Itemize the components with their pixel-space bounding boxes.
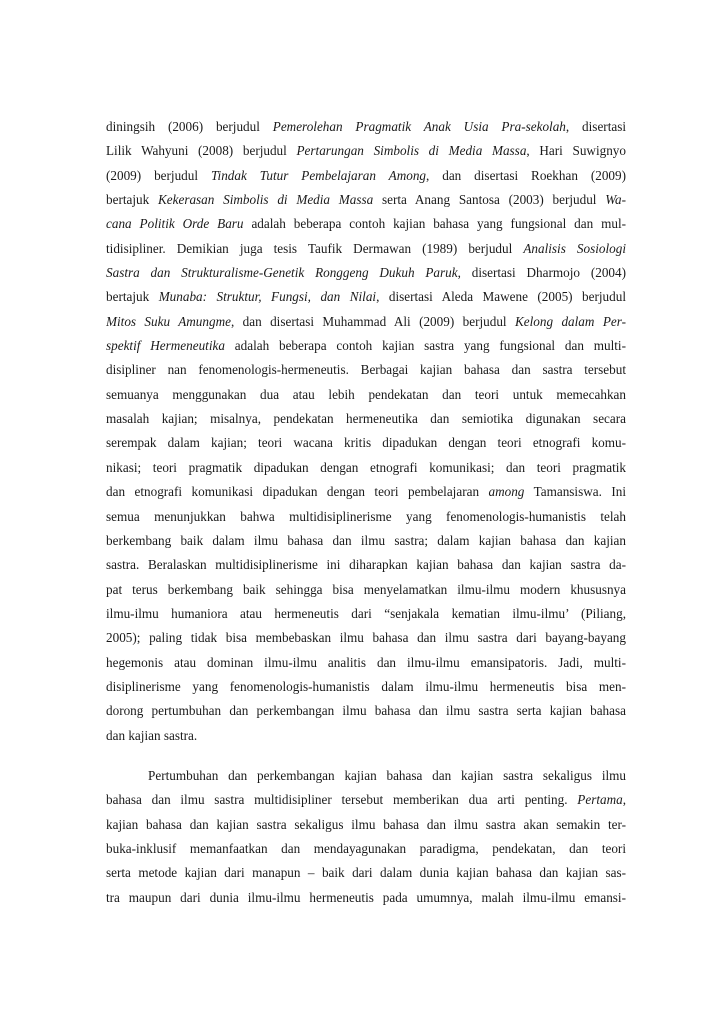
text-line bbox=[106, 115, 626, 139]
text-run: dan etnografi komunikasi dipadukan dengan teori pembelajaran bbox=[106, 484, 489, 500]
text-run: adalah beberapa contoh kajian sastra yang fungsional dan multi- bbox=[224, 338, 626, 354]
text-run: serta metode kajian dari manapun – baik dari dalam dunia kajian bahasa dan kajian sas- bbox=[106, 865, 626, 881]
italic-title: Mitos Suku Amungme bbox=[106, 313, 231, 329]
text-run: berkembang baik dalam ilmu bahasa dan ilmu sastra; dalam kajian bahasa dan kajian bbox=[106, 532, 626, 548]
italic-title: spektif Hermeneutika bbox=[106, 338, 225, 354]
text-run: , dan disertasi Muhammad Ali (2009) berjudul bbox=[230, 313, 515, 329]
text-run: ilmu-ilmu humaniora atau hermeneutis dari “senjakala kematian ilmu-ilmu’ (Piliang, bbox=[106, 605, 626, 621]
text-run: , bbox=[622, 792, 626, 808]
text-line bbox=[106, 334, 626, 358]
text-run: serempak dalam kajian; teori wacana kritis dipadukan dengan teori etnografi komu- bbox=[106, 435, 626, 451]
text-line bbox=[106, 188, 626, 212]
text-line bbox=[106, 861, 626, 885]
text-line bbox=[106, 837, 626, 861]
paragraph bbox=[106, 115, 626, 748]
italic-title: Sastra dan Strukturalisme-Genetik Ronggeng Dukuh Paruk bbox=[106, 265, 458, 281]
text-run: kajian bahasa dan kajian sastra sekaligus ilmu bahasa dan ilmu sastra akan semakin ter- bbox=[106, 816, 626, 832]
text-run: , Hari Suwignyo bbox=[526, 143, 626, 159]
italic-title: Tindak Tutur Pembelajaran Among bbox=[210, 167, 427, 183]
italic-title: Pertarungan Simbolis di Media Massa bbox=[296, 143, 527, 159]
italic-title: Analisis Sosiologi bbox=[523, 240, 626, 256]
italic-title: Pemerolehan Pragmatik Anak Usia Pra-sekolah bbox=[272, 119, 566, 134]
text-line bbox=[106, 626, 626, 650]
italic-title: among bbox=[488, 484, 525, 500]
italic-title: Wa- bbox=[605, 192, 626, 208]
text-run: dan kajian sastra. bbox=[106, 727, 198, 743]
document-page bbox=[106, 115, 626, 910]
text-run: Pertumbuhan dan perkembangan kajian bahasa dan kajian sastra sekaligus ilmu bbox=[148, 767, 626, 783]
text-run: disiplinerisme yang fenomenologis-humanistis dalam ilmu-ilmu hermeneutis bisa men- bbox=[106, 678, 626, 694]
text-run: , disertasi Dharmojo (2004) bbox=[457, 265, 626, 281]
italic-title: Kekerasan Simbolis di Media Massa bbox=[157, 192, 374, 208]
text-line bbox=[106, 383, 626, 407]
text-line bbox=[106, 553, 626, 577]
text-line bbox=[106, 310, 626, 334]
text-run: tidisipliner. Demikian juga tesis Taufik Dermawan (1989) berjudul bbox=[106, 240, 524, 256]
text-line bbox=[106, 724, 626, 748]
text-line bbox=[106, 431, 626, 455]
italic-title: Munaba: Struktur, Fungsi, dan Nilai bbox=[158, 289, 377, 305]
text-line bbox=[106, 456, 626, 480]
italic-title: cana Politik Orde Baru bbox=[106, 216, 244, 232]
text-run: diningsih (2006) berjudul bbox=[106, 119, 273, 134]
italic-title: Pertama bbox=[577, 792, 623, 808]
text-run: dorong pertumbuhan dan perkembangan ilmu bahasa dan ilmu sastra serta kajian bahasa bbox=[106, 703, 626, 719]
text-line bbox=[106, 602, 626, 626]
text-line bbox=[106, 139, 626, 163]
text-run: , dan disertasi Roekhan (2009) bbox=[426, 167, 626, 183]
text-run: serta Anang Santosa (2003) berjudul bbox=[373, 192, 606, 208]
paragraph-gap bbox=[106, 748, 626, 764]
text-run: hegemonis atau dominan ilmu-ilmu analitis dan ilmu-ilmu emansipatoris. Jadi, multi- bbox=[106, 654, 626, 670]
text-line bbox=[106, 480, 626, 504]
text-line bbox=[106, 407, 626, 431]
text-line bbox=[106, 358, 626, 382]
text-line bbox=[106, 788, 626, 812]
text-run: Lilik Wahyuni (2008) berjudul bbox=[106, 143, 297, 159]
text-run: masalah kajian; misalnya, pendekatan hermeneutika dan semiotika digunakan secara bbox=[106, 411, 626, 427]
text-line bbox=[106, 261, 626, 285]
text-run: tra maupun dari dunia ilmu-ilmu hermeneutis pada umumnya, malah ilmu-ilmu emansi- bbox=[106, 889, 626, 905]
text-line bbox=[106, 285, 626, 309]
text-line bbox=[106, 886, 626, 910]
text-run: nikasi; teori pragmatik dipadukan dengan etnografi komunikasi; dan teori pragmatik bbox=[106, 459, 626, 475]
text-line bbox=[106, 699, 626, 723]
text-line bbox=[106, 813, 626, 837]
paragraph bbox=[106, 764, 626, 910]
text-run: bertajuk bbox=[106, 192, 158, 208]
text-run: bertajuk bbox=[106, 289, 159, 305]
text-run: , disertasi Aleda Mawene (2005) berjudul bbox=[376, 289, 626, 305]
text-line bbox=[106, 651, 626, 675]
text-line bbox=[106, 764, 626, 788]
text-run: sastra. Beralaskan multidisiplinerisme ini diharapkan kajian bahasa dan kajian sastra da- bbox=[106, 557, 626, 573]
text-run: disipliner nan fenomenologis-hermeneutis. Berbagai kajian bahasa dan sastra tersebut bbox=[106, 362, 626, 378]
text-run: (2009) berjudul bbox=[106, 167, 211, 183]
text-line bbox=[106, 505, 626, 529]
text-run: semua menunjukkan bahwa multidisiplinerisme yang fenomenologis-humanistis telah bbox=[106, 508, 626, 524]
text-run: buka-inklusif memanfaatkan dan mendayagunakan paradigma, pendekatan, dan teori bbox=[106, 840, 626, 856]
text-line bbox=[106, 529, 626, 553]
text-run: adalah beberapa contoh kajian bahasa yang fungsional dan mul- bbox=[243, 216, 626, 232]
italic-title: Kelong dalam Per- bbox=[514, 313, 626, 329]
text-line bbox=[106, 578, 626, 602]
text-line bbox=[106, 212, 626, 236]
text-run: bahasa dan ilmu sastra multidisipliner tersebut memberikan dua arti penting. bbox=[106, 792, 578, 808]
text-line bbox=[106, 675, 626, 699]
text-line bbox=[106, 164, 626, 188]
text-run: , disertasi bbox=[565, 119, 626, 134]
text-run: pat terus berkembang baik sehingga bisa menyelamatkan ilmu-ilmu modern khususnya bbox=[106, 581, 626, 597]
text-run: Tamansiswa. Ini bbox=[524, 484, 626, 500]
text-line bbox=[106, 237, 626, 261]
text-run: semuanya menggunakan dua atau lebih pendekatan dan teori untuk memecahkan bbox=[106, 386, 626, 402]
text-run: 2005); paling tidak bisa membebaskan ilmu bahasa dan ilmu sastra dari bayang-bayang bbox=[106, 630, 626, 646]
